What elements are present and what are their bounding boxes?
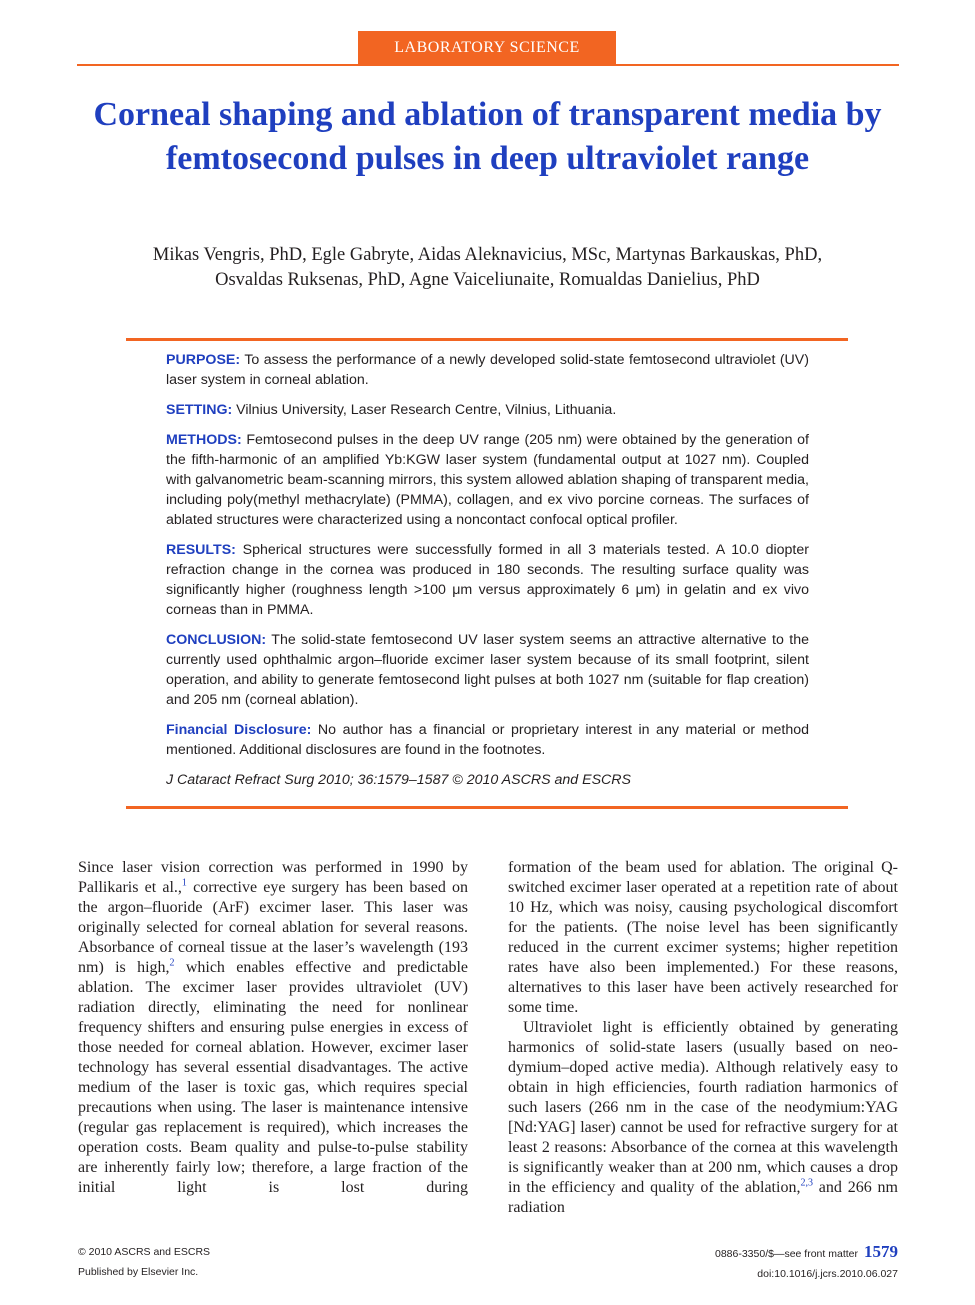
body-text: and 266 nm radiation (508, 1179, 899, 1216)
page-number: 1579 (864, 1242, 898, 1261)
results-text: Spherical structures were successfully formed in all 3 materials tested. A 10.0 diopter refraction change in the cornea was produced in 180 seconds. The resulting surface quality was significantly higher (roughness length >100 μm versus approximately 6 μm) in gelatin and ex vivo corneas than in PMMA. (166, 542, 809, 618)
abstract-purpose (166, 350, 809, 390)
purpose-label: PURPOSE: (166, 352, 241, 368)
body-text: Since laser vision correction was performed in 1990 by Pallikaris et al., (78, 859, 468, 896)
setting-text: Vilnius University, Laser Research Centre, Vilnius, Lithuania. (236, 402, 617, 418)
conclusion-text: The solid-state femtosecond UV laser system seems an attractive alternative to the currently used ophthalmic argon–fluoride excimer laser system because of its small footprint, silent operation, and ability to generate femtosecond light pulses at both 1027 nm (suitable for flap creation) and 205 nm (corneal ablation). (166, 632, 809, 708)
author-list (90, 243, 885, 293)
abstract-top-rule (126, 338, 848, 341)
reference-link-1[interactable]: 1 (181, 877, 187, 889)
publisher: Published by Elsevier Inc. (78, 1266, 199, 1278)
purpose-text: To assess the performance of a newly developed solid-state femtosecond ultraviolet (UV) laser system in corneal ablation. (166, 352, 809, 388)
body-column-right (508, 858, 898, 1218)
body-paragraph (78, 858, 468, 1198)
disclosure-text: No author has a financial or proprietary interest in any material or method mentioned. Additional disclosures are found in the footnotes. (166, 722, 809, 758)
reference-link-2[interactable]: 2 (169, 957, 175, 969)
methods-text: Femtosecond pulses in the deep UV range (205 nm) were obtained by the generation of the fifth-harmonic of an amplified Yb:KGW laser system (fundamental output at 1027 nm). Coupled with galvanometric beam-scanning mirrors, this system allowed ablation shaping of transparent media, including poly(methyl methacrylate) (PMMA), collagen, and ex vivo porcine corneas. The surfaces of ablated structures were characterized using a noncontact confocal optical profiler. (166, 432, 809, 528)
setting-label: SETTING: (166, 402, 233, 418)
conclusion-label: CONCLUSION: (166, 632, 267, 648)
disclosure-label: Financial Disclosure: (166, 722, 312, 738)
header-rule (77, 64, 899, 66)
body-text: which enables effective and predictable ablation. The excimer laser provides ultraviolet (UV) radiation directly, eliminating the need for nonlinear frequency shifters and ensuring pulse energies in excess of those needed for corneal ablation. However, excimer laser technology has several essential disadvantages. The active medium of the laser is toxic gas, which requires special precautions when using. The laser is maintenance intensive (regular gas replacement is required), which increases the operation costs. Beam quality and pulse-to-pulse stability are inherently fairly low; therefore, a large fraction of the initial light is lost during (78, 959, 468, 1196)
abstract-bottom-rule (126, 806, 848, 809)
footer-right (715, 1242, 898, 1284)
footer-left (78, 1242, 210, 1282)
journal-citation: J Cataract Refract Surg 2010; 36:1579–1587 © 2010 ASCRS and ESCRS (166, 772, 631, 788)
abstract-disclosure (166, 720, 809, 760)
abstract-conclusion (166, 630, 809, 710)
methods-label: METHODS: (166, 432, 242, 448)
author-line-2: Osvaldas Ruksenas, PhD, Agne Vaiceliunaite, Romualdas Danielius, PhD (215, 270, 760, 290)
reference-link-2-3[interactable]: 2,3 (800, 1177, 813, 1189)
copyright: © 2010 ASCRS and ESCRS (78, 1246, 211, 1258)
abstract-setting (166, 400, 809, 420)
author-line-1: Mikas Vengris, PhD, Egle Gabryte, Aidas Aleknavicius, MSc, Martynas Barkauskas, PhD, (152, 245, 823, 265)
abstract (166, 350, 809, 800)
body-column-left (78, 858, 468, 1198)
body-text: Ultraviolet light is efficiently obtained by generating harmonics of solid-state lasers (usually based on neodymium–doped active media). Although relatively easy to obtain in high efficiencies, fourth radiation harmonics of such lasers (266 nm in the case of the neodymium:YAG [Nd:YAG] laser) cannot be used for refractive surgery for at least 2 reasons: Absorbance of the cornea at this wavelength is significantly weaker than at 200 nm, which causes a drop in the efficiency and quality of the ablation, (508, 1019, 898, 1196)
results-label: RESULTS: (166, 542, 236, 558)
body-text: corrective eye surgery has been based on the argon–fluoride (ArF) excimer laser. This laser was originally selected for corneal ablation for several reasons. Absorbance of corneal tissue at the laser’s wavelength (193 nm) is high, (78, 879, 469, 976)
body-paragraph: formation of the beam used for ablation. The original Q-switched excimer laser operated at a repetition rate of about 10 Hz, which was noisy, causing psychological discomfort for the patients. (The noise level has been significantly reduced in the current excimer systems; higher repetition rates have also been implemented.) For these reasons, alternatives to this laser have been actively researched for some time. (508, 859, 898, 1016)
abstract-methods (166, 430, 809, 530)
article-title: Corneal shaping and ablation of transparent media by femtosecond pulses in deep ultraviolet range (93, 96, 882, 177)
body-paragraph (508, 1018, 898, 1218)
section-label: LABORATORY SCIENCE (358, 31, 616, 65)
doi[interactable]: doi:10.1016/j.jcrs.2010.06.027 (757, 1268, 898, 1280)
abstract-results (166, 540, 809, 620)
issn: 0886-3350/$—see front matter (714, 1248, 858, 1260)
